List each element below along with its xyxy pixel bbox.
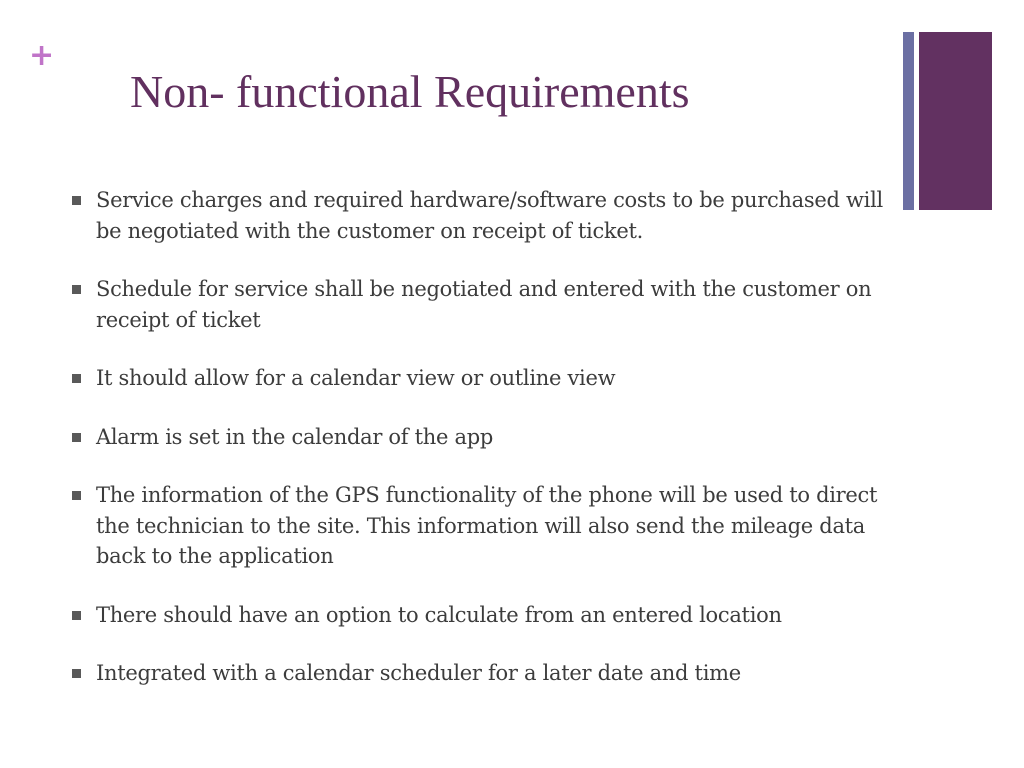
bullet-list bbox=[70, 185, 910, 689]
bullet-item-schedule bbox=[70, 274, 910, 335]
bullet-square-icon bbox=[72, 491, 81, 500]
bullet-item-calendar-view bbox=[70, 363, 910, 394]
bullet-text: There should have an option to calculate from an entered location bbox=[96, 602, 782, 627]
bullet-text: The information of the GPS functionality of the phone will be used to direct the technician to the site. This information will also send the mileage data back to the application bbox=[96, 483, 878, 568]
bullet-item-service-charges bbox=[70, 185, 910, 246]
bullet-text: Service charges and required hardware/software costs to be purchased will be negotiated with the customer on receipt of ticket. bbox=[96, 188, 883, 243]
bullet-square-icon bbox=[72, 611, 81, 620]
bullet-item-calculate-location bbox=[70, 600, 910, 631]
bullet-square-icon bbox=[72, 285, 81, 294]
bullet-square-icon bbox=[72, 374, 81, 383]
bullet-text: Integrated with a calendar scheduler for a later date and time bbox=[96, 661, 741, 685]
bullet-text: Schedule for service shall be negotiated and entered with the customer on receipt of ticket bbox=[96, 277, 872, 332]
bullet-item-alarm bbox=[70, 422, 910, 453]
bullet-square-icon bbox=[72, 669, 81, 678]
bullet-text: Alarm is set in the calendar of the app bbox=[96, 424, 493, 449]
bullet-square-icon bbox=[72, 196, 81, 205]
bullet-item-gps bbox=[70, 480, 910, 572]
accent-bar-thin bbox=[903, 32, 914, 210]
slide-title: Non- functional Requirements bbox=[130, 66, 690, 117]
bullet-item-scheduler bbox=[70, 658, 910, 689]
bullet-text: It should allow for a calendar view or outline view bbox=[96, 366, 616, 390]
plus-icon: + bbox=[29, 38, 55, 73]
accent-bar-wide bbox=[919, 32, 992, 210]
bullet-square-icon bbox=[72, 433, 81, 442]
